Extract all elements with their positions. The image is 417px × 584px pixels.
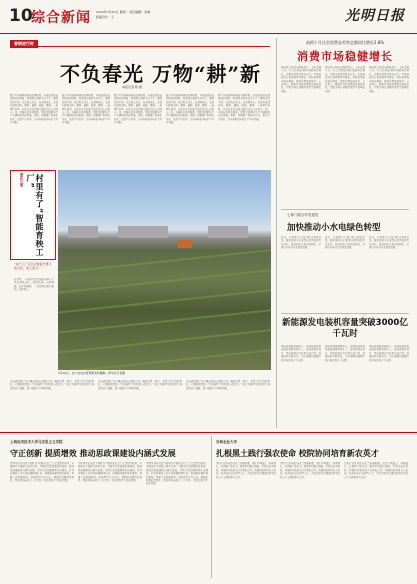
section-tag: 春耕进行时 — [10, 40, 38, 48]
bottom-left-headline: 守正创新 提质增效 推动思政课建设内涵式发展 — [10, 449, 176, 458]
second-body-col-3: 近日，水利部等七部门联合印发意见，要求推进小水电绿色改造和现代化提升，促进河流生态系统修复，实现小水电行业高质量发展。 — [369, 236, 409, 250]
photo-tractor — [178, 240, 192, 248]
third-body-col-3: 国家能源局数据显示，我国新能源发电装机规模持续扩大，发电量稳步提升，清洁能源替代作用日益凸显，能源结构不断优化，为实现碳达峰碳中和目标提供有力支撑。 — [369, 345, 409, 362]
main-body-col-4: 眼下正值春耕备耕的关键时期，各地在做好疫情防控的同时，抓紧抓实春季农业生产，确保农时不误、农资供应充足。在田间地头，农民们抢抓农时，翻耕、播种、施肥、灌溉，一派繁忙景象。各地农业农村部门组织农技人员深入一线，开展技术指导服务，帮助农民解决生产中遇到的实际困难。同时，积极推广机械化作业，提高生产效率，为全年粮食丰收打下坚实基础。 — [166, 94, 214, 125]
main-body-col-2: 眼下正值春耕备耕的关键时期，各地在做好疫情防控的同时，抓紧抓实春季农业生产，确保农时不误、农资供应充足。在田间地头，农民们抢抓农时，翻耕、播种、施肥、灌溉，一派繁忙景象。各地农业农村部门组织农技人员深入一线，开展技术指导服务，帮助农民解决生产中遇到的实际困难。同时，积极推广机械化作业，提高生产效率，为全年粮食丰收打下坚实基础。 — [62, 94, 110, 125]
photo-field-row — [58, 286, 271, 315]
main-body-col-3: 眼下正值春耕备耕的关键时期，各地在做好疫情防控的同时，抓紧抓实春季农业生产，确保农时不误、农资供应充足。在田间地头，农民们抢抓农时，翻耕、播种、施肥、灌溉，一派繁忙景象。各地农业农村部门组织农技人员深入一线，开展技术指导服务，帮助农民解决生产中遇到的实际困难。同时，积极推广机械化作业，提高生产效率，为全年粮食丰收打下坚实基础。 — [114, 94, 162, 125]
third-body-col-2: 国家能源局数据显示，我国新能源发电装机规模持续扩大，发电量稳步提升，清洁能源替代作用日益凸显，能源结构不断优化，为实现碳达峰碳中和目标提供有力支撑。 — [325, 345, 365, 362]
main-body-col-5: 眼下正值春耕备耕的关键时期，各地在做好疫情防控的同时，抓紧抓实春季农业生产，确保农时不误、农资供应充足。在田间地头，农民们抢抓农时，翻耕、播种、施肥、灌溉，一派繁忙景象。各地农业农村部门组织农技人员深入一线，开展技术指导服务，帮助农民解决生产中遇到的实际困难。同时，积极推广机械化作业，提高生产效率，为全年粮食丰收打下坚实基础。 — [218, 94, 270, 121]
right-headline: 消费市场稳健增长 — [297, 50, 393, 63]
photo-field-row — [58, 306, 271, 335]
feature-quote: “这个工厂可以让秧苗长得又快又好，省工省力！” — [14, 262, 52, 270]
section-divider — [281, 313, 409, 314]
bottom-left-col-1: 学院坚持以习近平新时代中国特色社会主义思想为指导，全面落实立德树人根本任务，不断深化思政课改革创新，推动思政课建设内涵式发展。学院注重加强教师队伍建设，打造高素质专业化思政课教师队伍；积极推进课程体系建设，构建大思政课格局；创新教学方式方法，增强思政课的思想性、理论性和亲和力、针对性，切实提高学生的获得感。 — [10, 462, 74, 483]
bottom-right-kicker: 吉林农业大学 — [216, 440, 237, 444]
page-header — [0, 0, 417, 34]
third-body-col-1: 国家能源局数据显示，我国新能源发电装机规模持续扩大，发电量稳步提升，清洁能源替代作用日益凸显，能源结构不断优化，为实现碳达峰碳中和目标提供有力支撑。 — [281, 345, 321, 362]
lower-body-col-2: 各地还加强了农资调运和供应保障工作，确保化肥、种子、农药等农资及时到位。金融机构也加大了对春耕生产的信贷支持力度，为农户和新型农业经营主体提供资金保障，助力春耕生产顺利开展。 — [98, 380, 182, 390]
column-divider — [276, 38, 277, 428]
header-meta: 2020年3月30日 星期一 责任编辑：李晓 — [96, 10, 151, 14]
lower-body-col-1: 各地还加强了农资调运和供应保障工作，确保化肥、种子、农药等农资及时到位。金融机构也加大了对春耕生产的信贷支持力度，为农户和新型农业经营主体提供资金保障，助力春耕生产顺利开展。 — [10, 380, 94, 390]
right-kicker: 前两个月社会消费品零售总额同比增长2.8% — [305, 40, 385, 45]
bottom-left-kicker: 上海应用技术大学马克思主义学院 — [10, 440, 63, 444]
section-name: 综合新闻 — [31, 10, 91, 26]
second-body-col-1: 近日，水利部等七部门联合印发意见，要求推进小水电绿色改造和现代化提升，促进河流生态系统修复，实现小水电行业高质量发展。 — [281, 236, 321, 250]
right-body-col-2: 国家统计局发布数据显示，今年前两个月，社会消费品零售总额同比增长，消费市场保持稳定运行。实物商品网上零售额持续增长，居民消费需求逐步释放，服务消费加快恢复。专家表示，随着各项促消费政策落地见效，消费市场有望继续保持平稳增长态势。 — [325, 66, 365, 93]
photo-building — [118, 226, 168, 238]
byline: 本报记者 陈 晨 — [122, 85, 142, 89]
right-body-col-1: 国家统计局发布数据显示，今年前两个月，社会消费品零售总额同比增长，消费市场保持稳定运行。实物商品网上零售额持续增长，居民消费需求逐步释放，服务消费加快恢复。专家表示，随着各项促消费政策落地见效，消费市场有望继续保持平稳增长态势。 — [281, 66, 321, 93]
photo-field-row — [58, 266, 271, 295]
bottom-divider — [211, 436, 212, 578]
bottom-left-col-2: 学院坚持以习近平新时代中国特色社会主义思想为指导，全面落实立德树人根本任务，不断深化思政课改革创新，推动思政课建设内涵式发展。学院注重加强教师队伍建设，打造高素质专业化思政课教师队伍；积极推进课程体系建设，构建大思政课格局；创新教学方式方法，增强思政课的思想性、理论性和亲和力、针对性，切实提高学生的获得感。 — [78, 462, 142, 483]
main-headline: 不负春光 万物“耕”新 — [60, 62, 261, 86]
bottom-right-col-2: 学校立足区域经济社会发展需要，深化产教融合、科教融汇，扎根黑土地办学，服务乡村振兴战略。学校与地方政府、科研院所和涉农企业紧密合作，构建校院协同育人机制，培养知农爱农新型人才，为农业现代化建设提供坚实的人才支撑和智力支持。 — [280, 462, 340, 479]
second-body-col-2: 近日，水利部等七部门联合印发意见，要求推进小水电绿色改造和现代化提升，促进河流生态系统修复，实现小水电行业高质量发展。 — [325, 236, 365, 250]
photo-building — [68, 226, 98, 238]
third-headline: 新能源发电装机容量突破3000亿千瓦时 — [282, 318, 408, 339]
feature-body: 在村里，一座现代化的智能育秧工厂正在紧张运转。温控系统、自动喷灌、流水线播种，一盘盘秧苗整齐排列，长势喜人。 — [14, 278, 54, 292]
photo-field-row — [58, 346, 271, 370]
feature-subtitle: 壹在九零 — [20, 173, 24, 187]
page-number: 10 — [9, 6, 33, 26]
lower-body-col-3: 各地还加强了农资调运和供应保障工作，确保化肥、种子、农药等农资及时到位。金融机构也加大了对春耕生产的信贷支持力度，为农户和新型农业经营主体提供资金保障，助力春耕生产顺利开展。 — [186, 380, 270, 390]
main-body-col-1: 眼下正值春耕备耕的关键时期，各地在做好疫情防控的同时，抓紧抓实春季农业生产，确保农时不误、农资供应充足。在田间地头，农民们抢抓农时，翻耕、播种、施肥、灌溉，一派繁忙景象。各地农业农村部门组织农技人员深入一线，开展技术指导服务，帮助农民解决生产中遇到的实际困难。同时，积极推广机械化作业，提高生产效率，为全年粮食丰收打下坚实基础。 — [10, 94, 58, 125]
second-kicker: 七种门联合印发意见 — [287, 213, 319, 217]
tag-divider — [10, 46, 270, 47]
bottom-right-headline: 扎根黑土践行强农使命 校院协同培育新农英才 — [216, 449, 379, 458]
farm-photo — [58, 170, 271, 370]
photo-caption: 3月29日，农户在农田里驾驶农机播种。新华社记者摄 — [58, 371, 125, 375]
section-divider — [281, 209, 409, 210]
bottom-left-col-3: 学院坚持以习近平新时代中国特色社会主义思想为指导，全面落实立德树人根本任务，不断深化思政课改革创新，推动思政课建设内涵式发展。学院注重加强教师队伍建设，打造高素质专业化思政课教师队伍；积极推进课程体系建设，构建大思政课格局；创新教学方式方法，增强思政课的思想性、理论性和亲和力、针对性，切实提高学生的获得感。 — [146, 462, 208, 486]
bottom-right-col-3: 学校立足区域经济社会发展需要，深化产教融合、科教融汇，扎根黑土地办学，服务乡村振兴战略。学校与地方政府、科研院所和涉农企业紧密合作，构建校院协同育人机制，培养知农爱农新型人才，为农业现代化建设提供坚实的人才支撑和智力支持。 — [344, 462, 408, 479]
feature-title: 村里有了“智能育秧工厂” — [26, 174, 44, 257]
photo-field-row — [58, 326, 271, 355]
photo-building — [208, 226, 248, 238]
header-meta-2: 版面设计：王 — [96, 15, 115, 19]
right-body-col-3: 国家统计局发布数据显示，今年前两个月，社会消费品零售总额同比增长，消费市场保持稳定运行。实物商品网上零售额持续增长，居民消费需求逐步释放，服务消费加快恢复。专家表示，随着各项促消费政策落地见效，消费市场有望继续保持平稳增长态势。 — [369, 66, 409, 93]
photo-field-row — [58, 246, 271, 275]
masthead-logo: 光明日报 — [345, 8, 405, 24]
second-headline: 加快推动小水电绿色转型 — [287, 223, 381, 233]
bottom-right-col-1: 学校立足区域经济社会发展需要，深化产教融合、科教融汇，扎根黑土地办学，服务乡村振兴战略。学校与地方政府、科研院所和涉农企业紧密合作，构建校院协同育人机制，培养知农爱农新型人才，为农业现代化建设提供坚实的人才支撑和智力支持。 — [216, 462, 276, 479]
